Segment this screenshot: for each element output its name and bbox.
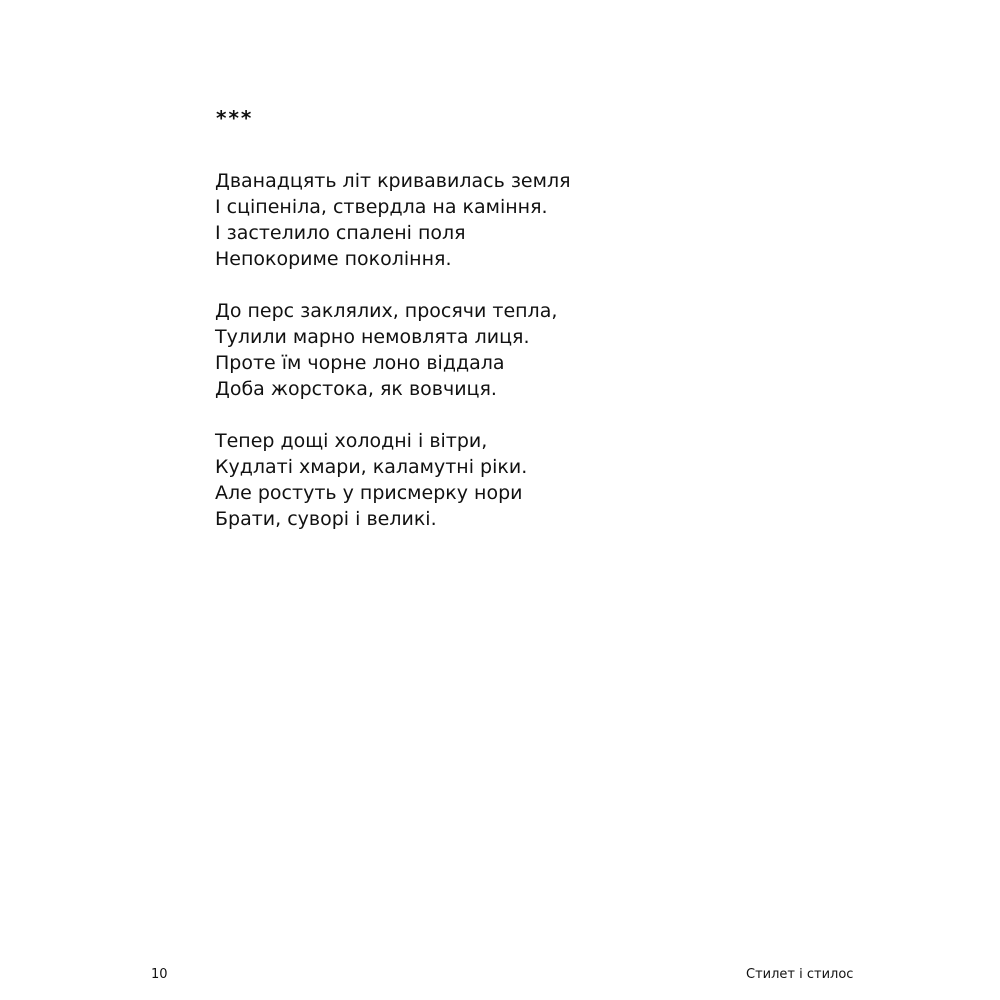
- poem-line: До перс заклялих, просячи тепла,: [215, 300, 558, 322]
- poem-line: Дванадцять літ кривавилась земля: [215, 170, 571, 192]
- poem-line: Тулили марно немовлята лиця.: [215, 326, 530, 348]
- stanza-3: [215, 428, 835, 532]
- page-number: 10: [151, 967, 168, 982]
- poem-line: Непокориме покоління.: [215, 248, 452, 270]
- poem-line: І сціпеніла, ствердла на каміння.: [215, 196, 548, 218]
- poem-line: Доба жорстока, як вовчиця.: [215, 378, 497, 400]
- running-title: Стилет і стилос: [746, 967, 854, 982]
- poem-line: Тепер дощі холодні і вітри,: [215, 430, 488, 452]
- section-ornament: ***: [216, 106, 254, 130]
- poem: [215, 168, 835, 558]
- stanza-1: [215, 168, 835, 272]
- poem-line: Брати, суворі і великі.: [215, 508, 437, 530]
- poem-line: І застелило спалені поля: [215, 222, 466, 244]
- stanza-2: [215, 298, 835, 402]
- poem-line: Кудлаті хмари, каламутні ріки.: [215, 456, 528, 478]
- poem-line: Проте їм чорне лоно віддала: [215, 352, 505, 374]
- poem-line: Але ростуть у присмерку нори: [215, 482, 523, 504]
